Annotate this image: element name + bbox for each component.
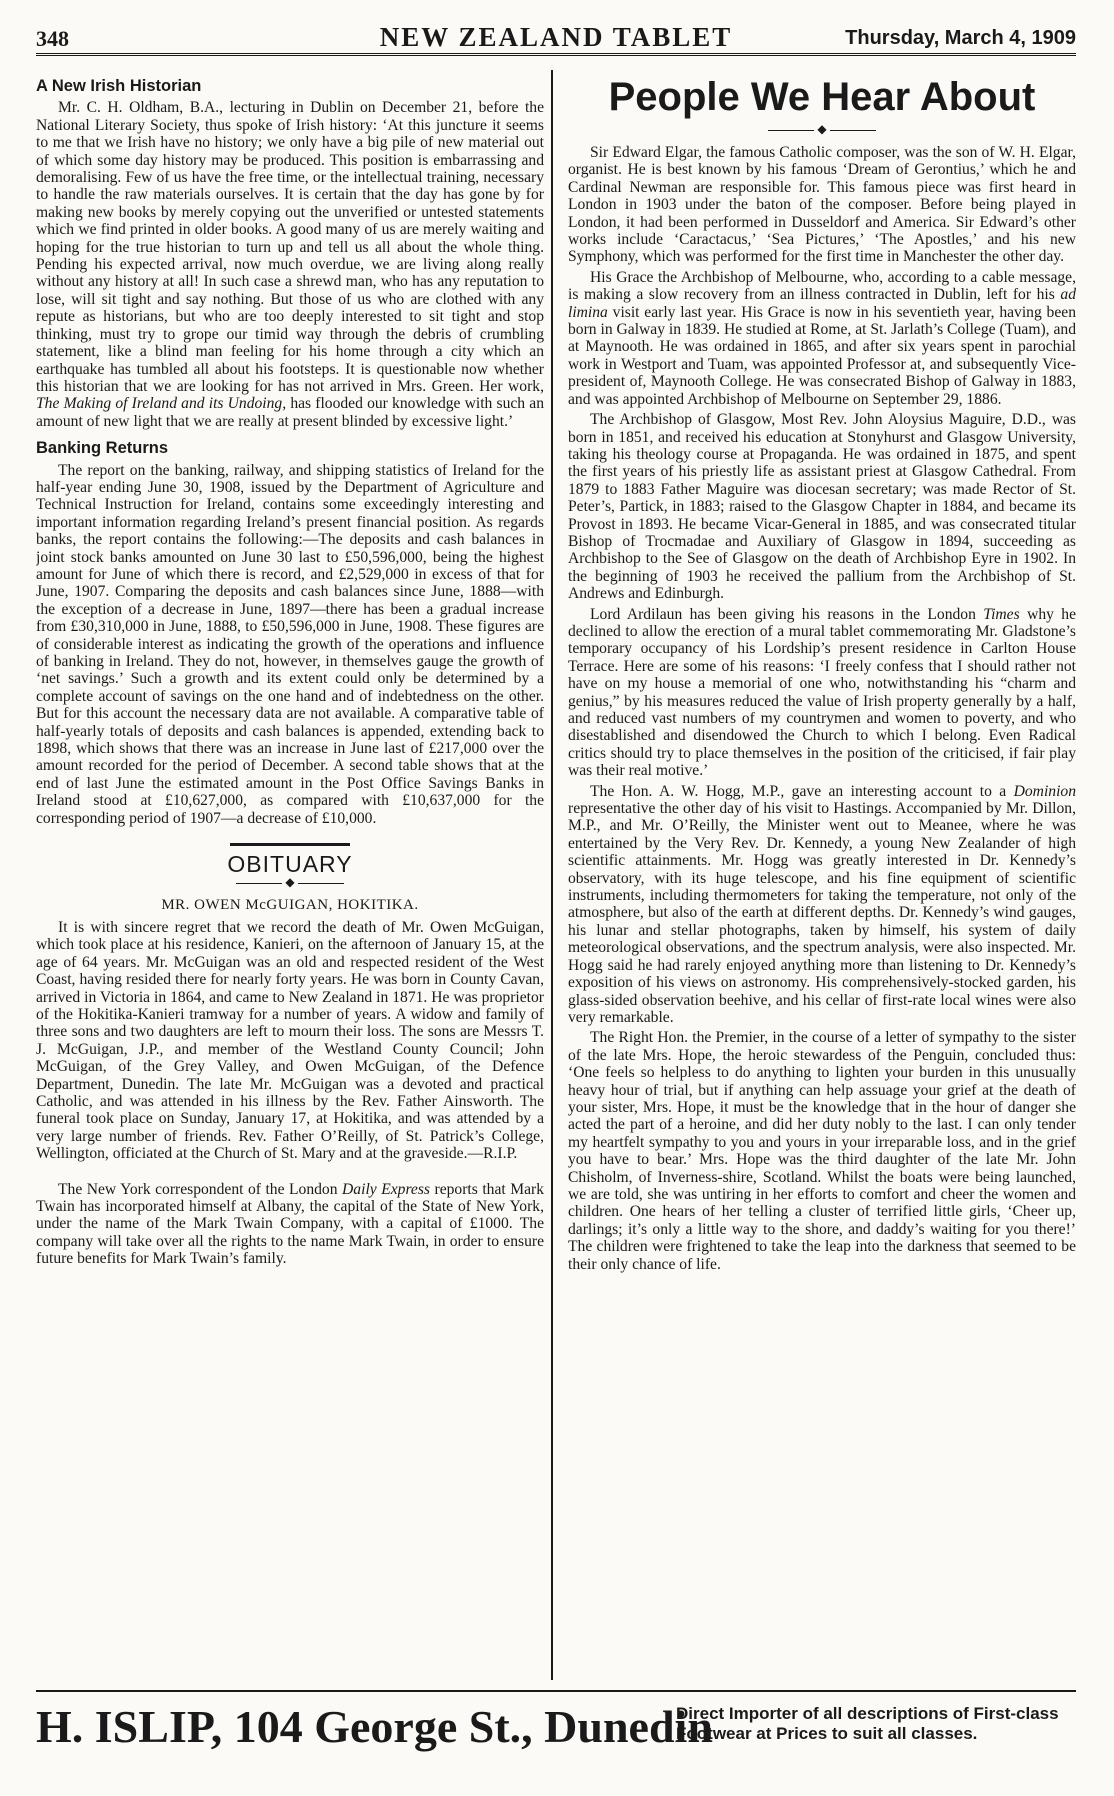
advert-name: H. ISLIP, 104 George St., Dunedin <box>36 1701 713 1752</box>
times-title: Times <box>983 605 1020 623</box>
obituary-title: OBITUARY <box>227 851 353 878</box>
dominion-title: Dominion <box>1013 782 1076 800</box>
ardilaun-paragraph <box>568 606 1076 780</box>
feature-title: People We Hear About <box>608 75 1036 119</box>
obituary-section-header <box>36 843 544 889</box>
diamond-ornament-icon: ◆ <box>568 122 1076 136</box>
hogg-paragraph <box>568 783 1076 1027</box>
melbourne-text-end: visit early last year. His Grace is now in his seventieth year, having been born in Galway in 1839. He studied at Rome, at St. Jarlath’s College (Tuam), and at Maynooth. He was ordained in 1865, and after six years spent in parochial work in Westport and Tuam, was appointed Professor at, and subsequently Vice-president of, Maynooth College. He was consecrated Bishop of Galway in 1883, and was appointed Archbishop of Melbourne on September 29, 1886. <box>568 303 1076 408</box>
twain-text-end: reports that Mark Twain has incorporated himself at Albany, the capital of the State of New York, under the name of the Mark Twain Company, with a capital of £1000. The company will take over all the rights to the name Mark Twain, in order to ensure future benefits for Mark Twain’s family. <box>36 1180 544 1268</box>
banking-heading: Banking Returns <box>36 439 169 458</box>
glasgow-paragraph: The Archbishop of Glasgow, Most Rev. John Aloysius Maguire, D.D., was born in 1851, and received his education at Stonyhurst and Glasgow University, taking his theology course at Propaganda. He was ordained in 1875, and spent the first years of his priestly life as assistant priest at Glasgow Cathedral. From 1879 to 1883 Father Maguire was diocesan secretary; was made Rector of St. Peter’s, Partick, in 1883; raised to the Glasgow Chapter in 1884, and became its Provost in 1893. He became Vicar-General in 1885, and was consecrated titular Bishop of Trocmadae and Auxiliary of Glasgow in 1894, succeeding as Archbishop to the See of Glasgow on the death of Archbishop Eyre in 1902. In the beginning of 1903 he received the pallium from the Archbishop of St. Andrews and Edinburgh. <box>568 411 1076 603</box>
page-header <box>36 16 1076 56</box>
historian-heading: A New Irish Historian <box>36 77 202 95</box>
historian-work-title: The Making of Ireland and its Undoing, <box>36 395 287 413</box>
melbourne-paragraph <box>568 269 1076 408</box>
ardilaun-text-end: why he declined to allow the erection of a mural tablet commemorating Mr. Gladstone’s temporary occupancy of his Lordship’s present residence in Carlton House Terrace. Here are some of his reasons: ‘I freely confess that I should rather not have on my house a memorial of one who, notwithstanding his “charm and genius,” by his measures reduced the value of Irish property generally by a half, and reduced vast numbers of my countrymen and women to poverty, and who disestablished and disendowed the Church to which I belong. Even Radical critics should try to place themselves in the position of the criticised, if fair play was their real motive.’ <box>568 605 1076 780</box>
ardilaun-text: Lord Ardilaun has been giving his reasons in the London <box>590 605 976 623</box>
column-divider <box>551 70 553 1680</box>
spacer <box>36 1163 544 1181</box>
hogg-text-end: representative the other day of his visit to Hastings. Accompanied by Mr. Dillon, M.P., and Mr. O’Reilly, the Minister went out to Meanee, where he was entertained by the Very Rev. Dr. Kennedy, a young New Zealander of high scientific attainments. Mr. Hogg was greatly interested in Dr. Kennedy’s observatory, with its huge telescope, and his fine equipment of scientific instruments, including thermometers for taking the temperature, not only of the atmosphere, but also of the earth at different depths. Dr. Kennedy’s wind gauges, his lunar and stellar photographs, taken by himself, his system of daily meteorological observations, and the spectrum analysis, were also inspected. Mr. Hogg said he had rarely enjoyed anything more than listening to Dr. Kennedy’s exposition of his views on astronomy. His comprehensively-stocked garden, his glass-sided observation beehive, and his cellar of first-rate local wines were also very remarkable. <box>568 800 1076 1026</box>
publication-title: NEW ZEALAND TABLET <box>379 22 733 52</box>
page-number: 348 <box>36 26 69 51</box>
banking-paragraph: The report on the banking, railway, and shipping statistics of Ireland for the half-year ending June 30, 1908, issued by the Department of Agriculture and Technical Instruction for Ireland, contains some exceedingly interesting and important information regarding Ireland’s present financial position. As regards banks, the report contains the following:—The deposits and cash balances in joint stock banks amounted on June 30 last to £50,596,000, being the highest amount for June of which there is record, and £2,529,000 in excess of that for June, 1907. Comparing the deposits and cash balances since June, 1888—with the exception of a decrease in June, 1897—there has been a gradual increase from £30,310,000 in June, 1888, to £50,596,000 in June, 1908. These figures are of considerable interest as indicating the growth of the operations and influence of banking in Ireland. They do not, however, in themselves gauge the growth of ‘net savings.’ Such a growth and its extent could only be determined by a complete account of savings on the one hand and of indebtedness on the other. But for this account the necessary data are not available. A comparative table of half-yearly totals of deposits and cash balances is appended, extending back to 1898, which shows that there was an increase in June last of £217,000 over the amount recorded for the period of December. A second table shows that at the end of last June the estimated amount in the Post Office Savings Banks in Ireland stood at £10,627,000, as compared with £10,637,000 for the corresponding period of 1907—a decrease of £10,000. <box>36 461 544 827</box>
twain-paper-title: Daily Express <box>342 1180 430 1198</box>
ad-limina-text: ad limina <box>568 286 1076 321</box>
elgar-paragraph: Sir Edward Elgar, the famous Catholic composer, was the son of W. H. Elgar, organist. He is best known by his famous ‘Dream of Gerontius,’ which he and Cardinal Newman are responsible for. This famous piece was first heard in London in 1903 under the baton of the composer. Before being played in London, it had been performed in Dusseldorf and America. Sir Edward’s other works include ‘Caractacus,’ ‘Sea Pictures,’ ‘The Apostles,’ and his new Symphony, which was performed for the first time in Manchester the other day. <box>568 144 1076 266</box>
twain-paragraph <box>36 1181 544 1268</box>
diamond-ornament-icon: ◆ <box>36 875 544 889</box>
right-column <box>568 74 1076 1674</box>
premier-paragraph: The Right Hon. the Premier, in the course of a letter of sympathy to the sister of the late Mrs. Hope, the heroic stewardess of the Penguin, concluded thus: ‘One feels so helpless to do anything to lighten your burden in this unusually heavy hour of trial, but if anything can help assuage your grief at the death of your sister, Mrs. Hope, it must be the knowledge that in the hour of danger she acted the part of a heroine, and did her duty nobly to the last. I can only tender my heartfelt sympathy to you and yours in your irreparable loss, and in the grief you have to bear.’ Mrs. Hope was the third daughter of the late Mr. John Chisholm, of Inverness-shire, Scotland. Whilst the boats were being launched, we are told, she was untiring in her efforts to comfort and cheer the women and children. One hears of her telling a cluster of terrified little girls, ‘Cheer up, darlings; it’s only a little way to the shore, and daddy’s waiting for you there!’ The children were frightened to take the leap into the darkness that seemed to be their only chance of life. <box>568 1029 1076 1273</box>
obituary-top-rule <box>230 843 350 846</box>
historian-text: Mr. C. H. Oldham, B.A., lecturing in Dublin on December 21, before the National Literary Society, thus spoke of Irish history: ‘At this juncture it seems to me that we Irish have no history; we only have a big pile of new material out of which some day history may be produced. This position is embarrassing and demoralising. Few of us have the free time, or the intellectual training, necessary to handle the raw materials ourselves. It is certain that the day has gone by for making new books by merely copying out the unverified or untested statements which we find printed in older books. A good many of us are merely waiting and hoping for the true historian to turn up and tell us all about the whole thing. Pending his expected arrival, now much overdue, we are living along really without any history at all! In such case a shrewd man, who has any reputation to lose, will sit tight and say nothing. But those of us who are clothed with any repute as historians, but who are too deeply interested to sit tight and stop thinking, must try to grope our timid way through the debris of crumbling statement, like a blind man feeling for his home through a city which an earthquake has tumbled all about his footsteps. It is questionable now whether this historian that we are looking for has not arrived in Mrs. Green. Her work, <box>36 99 544 395</box>
footer-rule <box>36 1690 1076 1692</box>
melbourne-text: His Grace the Archbishop of Melbourne, who, according to a cable message, is making a slow recovery from an illness contracted in Dublin, left for his <box>568 268 1076 304</box>
advert-tagline: Direct Importer of all descriptions of First-class Footwear at Prices to suit all classes. <box>676 1704 1059 1743</box>
hogg-text: The Hon. A. W. Hogg, M.P., gave an interesting account to a <box>590 782 1007 800</box>
left-column <box>36 74 544 1674</box>
historian-paragraph <box>36 99 544 430</box>
feature-ornament <box>568 122 1076 136</box>
issue-date: Thursday, March 4, 1909 <box>845 27 1076 49</box>
twain-text: The New York correspondent of the London <box>58 1180 338 1198</box>
obituary-heading: MR. OWEN McGUIGAN, HOKITIKA. <box>161 897 419 914</box>
historian-text-end: has flooded our knowledge with such an amount of new light that we are really at present blinded by excessive light.’ <box>36 395 544 430</box>
obituary-paragraph: It is with sincere regret that we record the death of Mr. Owen McGuigan, which took place at his residence, Kanieri, on the afternoon of January 15, at the age of 64 years. Mr. McGuigan was an old and respected resident of the West Coast, having resided there for nearly forty years. He was born in County Cavan, arrived in Victoria in 1864, and came to New Zealand in 1871. He was proprietor of the Hokitika-Kanieri tramway for a number of years. A widow and family of three sons and two daughters are left to mourn their loss. The sons are Messrs T. J. McGuigan, J.P., and member of the Westland County Council; John McGuigan, of the Grey Valley, and Owen McGuigan, of the Defence Department, Dunedin. The late Mr. McGuigan was a devoted and practical Catholic, and was attended in his illness by the Rev. Father Ainsworth. The funeral took place on Sunday, January 17, at Hokitika, and was attended by a very large number of friends. Rev. Father O’Reilly, of St. Patrick’s College, Wellington, officiated at the Church of St. Mary and at the graveside.—R.I.P. <box>36 918 544 1163</box>
